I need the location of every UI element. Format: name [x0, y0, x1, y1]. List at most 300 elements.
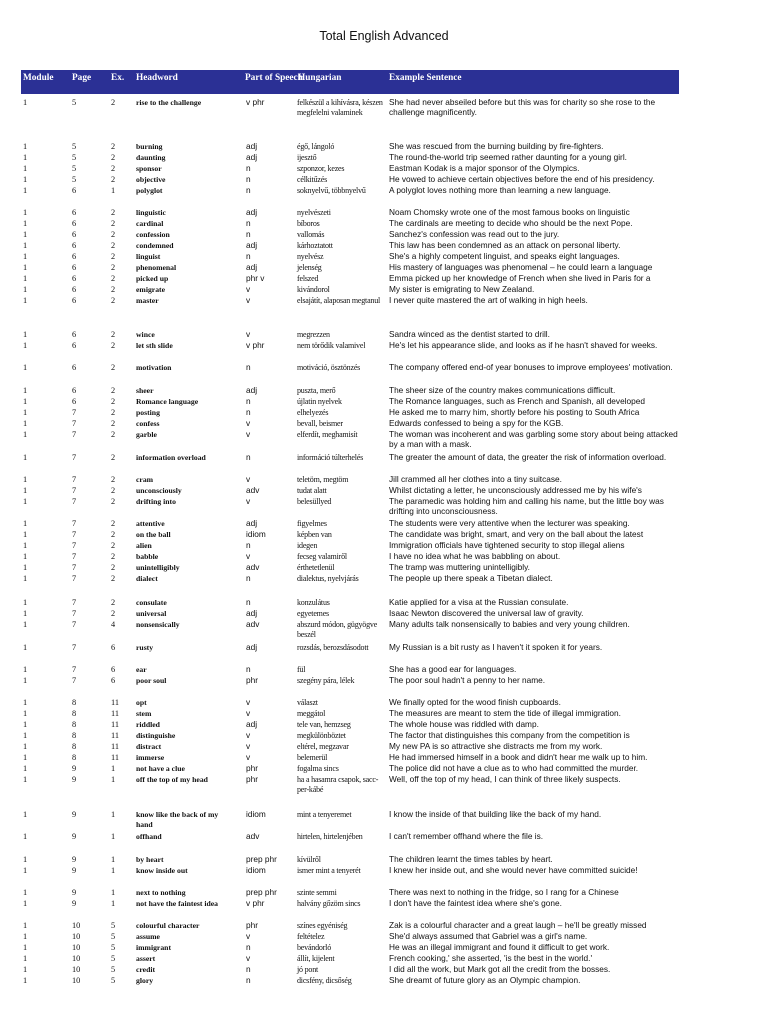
- cell-hungarian: nem törődik valamivel: [297, 341, 366, 350]
- cell-module: 1: [23, 252, 28, 261]
- cell-headword: picked up: [136, 274, 169, 283]
- cell-module: 1: [23, 296, 28, 305]
- cell-module: 1: [23, 899, 28, 908]
- cell-ex: 2: [111, 142, 116, 151]
- cell-headword: unintelligibly: [136, 563, 180, 572]
- cell-page: 9: [72, 832, 77, 841]
- cell-page: 7: [72, 620, 77, 629]
- cell-page: 6: [72, 208, 77, 217]
- cell-part-of-speech: n: [246, 975, 251, 985]
- cell-ex: 2: [111, 541, 116, 550]
- cell-page: 6: [72, 341, 77, 350]
- cell-headword: stem: [136, 709, 152, 718]
- cell-ex: 1: [111, 764, 116, 773]
- header-page: Page: [72, 73, 92, 83]
- cell-part-of-speech: adj: [246, 719, 258, 729]
- cell-hungarian: információ túlterhelés: [297, 453, 364, 462]
- cell-hungarian: fecseg valamiről: [297, 552, 347, 561]
- cell-module: 1: [23, 742, 28, 751]
- cell-page: 6: [72, 252, 77, 261]
- cell-ex: 2: [111, 419, 116, 428]
- cell-hungarian: ha a hasamra csapok, sacc-per-kábé: [297, 775, 379, 794]
- cell-module: 1: [23, 274, 28, 283]
- cell-hungarian: belesüllyed: [297, 497, 332, 506]
- cell-example-sentence: My new PA is so attractive she distracts me from my work.: [389, 741, 603, 751]
- cell-hungarian: meggátol: [297, 709, 326, 718]
- cell-page: 8: [72, 753, 77, 762]
- cell-module: 1: [23, 976, 28, 985]
- cell-headword: unconsciously: [136, 486, 182, 495]
- cell-module: 1: [23, 230, 28, 239]
- cell-module: 1: [23, 932, 28, 941]
- cell-hungarian: bíboros: [297, 219, 320, 228]
- cell-hungarian: bevall, beismer: [297, 419, 343, 428]
- cell-part-of-speech: phr v: [246, 273, 265, 283]
- cell-ex: 1: [111, 888, 116, 897]
- cell-headword: condemned: [136, 241, 174, 250]
- cell-headword: Romance language: [136, 397, 199, 406]
- cell-example-sentence: I don't have the faintest idea where she's gone.: [389, 898, 562, 908]
- cell-page: 6: [72, 363, 77, 372]
- cell-example-sentence: Sanchez's confession was read out to the jury.: [389, 229, 560, 239]
- header-headword: Headword: [136, 73, 178, 83]
- cell-example-sentence: Zak is a colourful character and a great laugh – he'll be greatly missed: [389, 920, 647, 930]
- cell-example-sentence: She dreamt of future glory as an Olympic champion.: [389, 975, 581, 985]
- cell-hungarian: rozsdás, berozsdásodott: [297, 643, 369, 652]
- cell-example-sentence: French cooking,' she asserted, 'is the best in the world.': [389, 953, 593, 963]
- cell-page: 6: [72, 397, 77, 406]
- cell-page: 5: [72, 142, 77, 151]
- cell-part-of-speech: adj: [246, 642, 258, 652]
- cell-page: 7: [72, 541, 77, 550]
- cell-module: 1: [23, 219, 28, 228]
- cell-module: 1: [23, 153, 28, 162]
- cell-ex: 5: [111, 976, 116, 985]
- cell-ex: 2: [111, 241, 116, 250]
- cell-page: 7: [72, 419, 77, 428]
- cell-ex: 1: [111, 832, 116, 841]
- cell-part-of-speech: n: [246, 964, 251, 974]
- cell-example-sentence: She's a highly competent linguist, and speaks eight languages.: [389, 251, 620, 261]
- cell-ex: 2: [111, 363, 116, 372]
- cell-page: 7: [72, 643, 77, 652]
- cell-page: 6: [72, 186, 77, 195]
- cell-headword: sheer: [136, 386, 154, 395]
- cell-example-sentence: He was an illegal immigrant and found it difficult to get work.: [389, 942, 610, 952]
- header-hungarian: Hungarian: [298, 73, 342, 83]
- cell-ex: 11: [111, 753, 119, 762]
- cell-page: 7: [72, 453, 77, 462]
- header-module: Module: [23, 73, 54, 83]
- cell-part-of-speech: n: [246, 174, 251, 184]
- cell-example-sentence: I did all the work, but Mark got all the credit from the bosses.: [389, 964, 611, 974]
- cell-part-of-speech: phr: [246, 675, 258, 685]
- cell-page: 7: [72, 408, 77, 417]
- cell-page: 9: [72, 775, 77, 784]
- cell-page: 6: [72, 296, 77, 305]
- cell-hungarian: szponzor, kezes: [297, 164, 345, 173]
- cell-headword: rusty: [136, 643, 154, 652]
- table-header: [21, 70, 679, 94]
- cell-ex: 2: [111, 486, 116, 495]
- cell-module: 1: [23, 530, 28, 539]
- cell-example-sentence: I never quite mastered the art of walking in high heels.: [389, 295, 588, 305]
- cell-example-sentence: Eastman Kodak is a major sponsor of the Olympics.: [389, 163, 580, 173]
- cell-part-of-speech: n: [246, 229, 251, 239]
- cell-ex: 6: [111, 665, 116, 674]
- cell-ex: 2: [111, 330, 116, 339]
- cell-headword: drifting into: [136, 497, 176, 506]
- cell-headword: universal: [136, 609, 167, 618]
- cell-hungarian: eltérel, megzavar: [297, 742, 349, 751]
- cell-module: 1: [23, 665, 28, 674]
- cell-ex: 2: [111, 153, 116, 162]
- cell-example-sentence: Whilst dictating a letter, he unconsciously addressed me by his wife's: [389, 485, 642, 495]
- cell-page: 7: [72, 665, 77, 674]
- cell-module: 1: [23, 574, 28, 583]
- cell-part-of-speech: adv: [246, 831, 260, 841]
- cell-part-of-speech: n: [246, 218, 251, 228]
- cell-hungarian: nyelvész: [297, 252, 324, 261]
- cell-part-of-speech: n: [246, 163, 251, 173]
- cell-example-sentence: I know the inside of that building like the back of my hand.: [389, 809, 602, 819]
- cell-ex: 2: [111, 230, 116, 239]
- cell-page: 7: [72, 475, 77, 484]
- cell-module: 1: [23, 175, 28, 184]
- cell-headword: immigrant: [136, 943, 172, 952]
- cell-hungarian: halvány gőzöm sincs: [297, 899, 361, 908]
- cell-part-of-speech: v phr: [246, 340, 265, 350]
- cell-module: 1: [23, 888, 28, 897]
- cell-part-of-speech: adj: [246, 262, 258, 272]
- cell-hungarian: puszta, merő: [297, 386, 336, 395]
- cell-module: 1: [23, 363, 28, 372]
- cell-part-of-speech: v: [246, 752, 251, 762]
- cell-example-sentence: Emma picked up her knowledge of French when she lived in Paris for a: [389, 273, 651, 283]
- cell-example-sentence: She was rescued from the burning building by fire-fighters.: [389, 141, 604, 151]
- cell-hungarian: soknyelvű, többnyelvű: [297, 186, 366, 195]
- cell-example-sentence: This law has been condemned as an attack on personal liberty.: [389, 240, 621, 250]
- cell-ex: 2: [111, 519, 116, 528]
- cell-example-sentence: He vowed to achieve certain objectives before the end of his presidency.: [389, 174, 655, 184]
- cell-module: 1: [23, 541, 28, 550]
- cell-page: 5: [72, 98, 77, 107]
- cell-headword: cardinal: [136, 219, 164, 228]
- cell-page: 10: [72, 954, 81, 963]
- cell-module: 1: [23, 142, 28, 151]
- cell-hungarian: szegény pára, lélek: [297, 676, 355, 685]
- cell-example-sentence: He asked me to marry him, shortly before his posting to South Africa: [389, 407, 640, 417]
- cell-hungarian: kárhoztatott: [297, 241, 333, 250]
- page-title: Total English Advanced: [319, 29, 449, 43]
- cell-ex: 2: [111, 609, 116, 618]
- cell-part-of-speech: n: [246, 251, 251, 261]
- cell-hungarian: motiváció, ösztönzés: [297, 363, 361, 372]
- cell-hungarian: figyelmes: [297, 519, 327, 528]
- cell-hungarian: tele van, hemzseg: [297, 720, 351, 729]
- cell-headword: colourful character: [136, 921, 200, 930]
- cell-example-sentence: A polyglot loves nothing more than learning a new language.: [389, 185, 611, 195]
- cell-part-of-speech: phr: [246, 763, 258, 773]
- cell-headword: phenomenal: [136, 263, 177, 272]
- cell-example-sentence: She had never abseiled before but this was for charity so she rose to the challenge magnificently.: [389, 97, 656, 117]
- cell-hungarian: konzulátus: [297, 598, 330, 607]
- cell-page: 8: [72, 698, 77, 707]
- cell-part-of-speech: v: [246, 708, 251, 718]
- cell-example-sentence: The greater the amount of data, the greater the risk of information overload.: [389, 452, 667, 462]
- cell-headword: confession: [136, 230, 170, 239]
- cell-hungarian: megkülönböztet: [297, 731, 346, 740]
- cell-example-sentence: Edwards confessed to being a spy for the KGB.: [389, 418, 564, 428]
- cell-ex: 1: [111, 899, 116, 908]
- cell-ex: 2: [111, 98, 116, 107]
- cell-page: 6: [72, 263, 77, 272]
- cell-page: 10: [72, 932, 81, 941]
- cell-ex: 11: [111, 720, 119, 729]
- cell-headword: offhand: [136, 832, 162, 841]
- cell-example-sentence: The Romance languages, such as French and Spanish, all developed: [389, 396, 645, 406]
- cell-headword: let sth slide: [136, 341, 173, 350]
- cell-page: 7: [72, 676, 77, 685]
- cell-headword: rise to the challenge: [136, 98, 202, 107]
- cell-module: 1: [23, 709, 28, 718]
- cell-part-of-speech: v: [246, 496, 251, 506]
- cell-hungarian: jó pont: [297, 965, 319, 974]
- cell-page: 6: [72, 386, 77, 395]
- cell-example-sentence: The measures are meant to stem the tide of illegal immigration.: [389, 708, 621, 718]
- cell-ex: 1: [111, 186, 116, 195]
- cell-hungarian: feltételez: [297, 932, 325, 941]
- cell-ex: 2: [111, 219, 116, 228]
- cell-module: 1: [23, 698, 28, 707]
- cell-part-of-speech: adj: [246, 207, 258, 217]
- cell-ex: 2: [111, 563, 116, 572]
- cell-ex: 1: [111, 866, 116, 875]
- cell-headword: not have the faintest idea: [136, 899, 218, 908]
- cell-example-sentence: We finally opted for the wood finish cupboards.: [389, 697, 561, 707]
- cell-module: 1: [23, 408, 28, 417]
- cell-ex: 2: [111, 208, 116, 217]
- cell-part-of-speech: adj: [246, 141, 258, 151]
- cell-ex: 2: [111, 497, 116, 506]
- cell-page: 9: [72, 855, 77, 864]
- cell-module: 1: [23, 486, 28, 495]
- cell-hungarian: állít, kijelent: [297, 954, 335, 963]
- cell-hungarian: egyetemes: [297, 609, 329, 618]
- cell-part-of-speech: adv: [246, 619, 260, 629]
- cell-module: 1: [23, 855, 28, 864]
- cell-headword: dialect: [136, 574, 158, 583]
- cell-hungarian: nyelvészeti: [297, 208, 331, 217]
- cell-headword: know like the back of my hand: [136, 810, 219, 829]
- cell-headword: garble: [136, 430, 157, 439]
- cell-part-of-speech: idiom: [246, 809, 266, 819]
- cell-headword: off the top of my head: [136, 775, 208, 784]
- cell-part-of-speech: adj: [246, 240, 258, 250]
- cell-headword: credit: [136, 965, 156, 974]
- cell-ex: 11: [111, 709, 119, 718]
- cell-page: 6: [72, 274, 77, 283]
- cell-hungarian: bevándorló: [297, 943, 331, 952]
- cell-example-sentence: The children learnt the times tables by heart.: [389, 854, 553, 864]
- cell-ex: 11: [111, 742, 119, 751]
- cell-page: 6: [72, 285, 77, 294]
- cell-headword: daunting: [136, 153, 166, 162]
- cell-module: 1: [23, 430, 28, 439]
- cell-hungarian: belemerül: [297, 753, 328, 762]
- cell-hungarian: választ: [297, 698, 318, 707]
- cell-hungarian: színes egyéniség: [297, 921, 348, 930]
- cell-page: 6: [72, 330, 77, 339]
- cell-hungarian: érthetetlenül: [297, 563, 335, 572]
- cell-hungarian: felszed: [297, 274, 319, 283]
- cell-part-of-speech: v: [246, 295, 251, 305]
- cell-headword: alien: [136, 541, 152, 550]
- cell-example-sentence: The sheer size of the country makes communications difficult.: [389, 385, 616, 395]
- cell-part-of-speech: v: [246, 551, 251, 561]
- cell-example-sentence: My Russian is a bit rusty as I haven't it spoken it for years.: [389, 642, 603, 652]
- cell-module: 1: [23, 943, 28, 952]
- cell-ex: 5: [111, 932, 116, 941]
- cell-part-of-speech: v: [246, 741, 251, 751]
- cell-hungarian: ismer mint a tenyerét: [297, 866, 361, 875]
- cell-ex: 2: [111, 252, 116, 261]
- cell-module: 1: [23, 386, 28, 395]
- cell-module: 1: [23, 731, 28, 740]
- cell-headword: by heart: [136, 855, 164, 864]
- cell-hungarian: elsajátít, alaposan megtanul: [297, 296, 381, 305]
- cell-page: 10: [72, 943, 81, 952]
- cell-ex: 2: [111, 397, 116, 406]
- cell-module: 1: [23, 98, 28, 107]
- cell-hungarian: kívülről: [297, 855, 321, 864]
- cell-example-sentence: I have no idea what he was babbling on about.: [389, 551, 561, 561]
- cell-part-of-speech: adj: [246, 608, 258, 618]
- cell-example-sentence: Noam Chomsky wrote one of the most famous books on linguistic: [389, 207, 630, 217]
- cell-module: 1: [23, 164, 28, 173]
- cell-page: 5: [72, 153, 77, 162]
- cell-page: 9: [72, 899, 77, 908]
- cell-ex: 1: [111, 855, 116, 864]
- cell-page: 8: [72, 720, 77, 729]
- cell-page: 7: [72, 563, 77, 572]
- cell-ex: 2: [111, 341, 116, 350]
- cell-part-of-speech: n: [246, 597, 251, 607]
- cell-ex: 2: [111, 574, 116, 583]
- cell-part-of-speech: v: [246, 697, 251, 707]
- cell-example-sentence: Jill crammed all her clothes into a tiny suitcase.: [389, 474, 562, 484]
- cell-example-sentence: Isaac Newton discovered the universal law of gravity.: [389, 608, 584, 618]
- cell-example-sentence: The students were very attentive when the lecturer was speaking.: [389, 518, 630, 528]
- cell-part-of-speech: n: [246, 540, 251, 550]
- cell-ex: 2: [111, 475, 116, 484]
- cell-ex: 5: [111, 921, 116, 930]
- cell-module: 1: [23, 341, 28, 350]
- cell-part-of-speech: n: [246, 396, 251, 406]
- cell-hungarian: kivándorol: [297, 285, 330, 294]
- cell-ex: 1: [111, 775, 116, 784]
- cell-example-sentence: The people up there speak a Tibetan dialect.: [389, 573, 553, 583]
- cell-ex: 2: [111, 408, 116, 417]
- cell-page: 7: [72, 552, 77, 561]
- header-example-sentence: Example Sentence: [389, 73, 462, 83]
- cell-ex: 2: [111, 164, 116, 173]
- cell-part-of-speech: n: [246, 407, 251, 417]
- cell-example-sentence: His mastery of languages was phenomenal – he could learn a language: [389, 262, 653, 272]
- cell-module: 1: [23, 330, 28, 339]
- cell-part-of-speech: v: [246, 329, 251, 339]
- cell-module: 1: [23, 753, 28, 762]
- cell-module: 1: [23, 609, 28, 618]
- cell-page: 8: [72, 742, 77, 751]
- cell-headword: poor soul: [136, 676, 167, 685]
- cell-headword: linguistic: [136, 208, 166, 217]
- cell-headword: attentive: [136, 519, 165, 528]
- cell-example-sentence: There was next to nothing in the fridge, so I rang for a Chinese: [389, 887, 619, 897]
- cell-example-sentence: I can't remember offhand where the file is.: [389, 831, 544, 841]
- cell-headword: consulate: [136, 598, 167, 607]
- cell-headword: linguist: [136, 252, 161, 261]
- cell-example-sentence: He's let his appearance slide, and looks as if he hasn't shaved for weeks.: [389, 340, 658, 350]
- cell-example-sentence: The whole house was riddled with damp.: [389, 719, 539, 729]
- cell-ex: 5: [111, 943, 116, 952]
- cell-headword: cram: [136, 475, 154, 484]
- cell-example-sentence: The candidate was bright, smart, and very on the ball about the latest: [389, 529, 644, 539]
- cell-example-sentence: The woman was incoherent and was garbling some story about being attacked by a man with a mask.: [389, 429, 678, 449]
- cell-example-sentence: Immigration officials have tightened security to stop illegal aliens: [389, 540, 625, 550]
- header-ex: Ex.: [111, 73, 125, 83]
- cell-module: 1: [23, 263, 28, 272]
- cell-headword: distract: [136, 742, 162, 751]
- cell-hungarian: vallomás: [297, 230, 325, 239]
- cell-hungarian: célkitűzés: [297, 175, 327, 184]
- cell-part-of-speech: adv: [246, 485, 260, 495]
- cell-part-of-speech: v: [246, 953, 251, 963]
- cell-headword: ear: [136, 665, 147, 674]
- cell-module: 1: [23, 954, 28, 963]
- cell-headword: sponsor: [136, 164, 162, 173]
- cell-module: 1: [23, 241, 28, 250]
- cell-headword: on the ball: [136, 530, 171, 539]
- cell-example-sentence: The tramp was muttering unintelligibly.: [389, 562, 530, 572]
- cell-module: 1: [23, 676, 28, 685]
- cell-ex: 2: [111, 263, 116, 272]
- cell-page: 10: [72, 976, 81, 985]
- cell-module: 1: [23, 921, 28, 930]
- cell-hungarian: tudat alatt: [297, 486, 327, 495]
- cell-ex: 11: [111, 731, 119, 740]
- cell-module: 1: [23, 519, 28, 528]
- cell-headword: confess: [136, 419, 160, 428]
- cell-module: 1: [23, 552, 28, 561]
- cell-hungarian: felkészül a kihívásra, készen megfelelni valaminek: [297, 98, 383, 117]
- cell-ex: 2: [111, 386, 116, 395]
- cell-example-sentence: The factor that distinguishes this company from the competition is: [389, 730, 630, 740]
- cell-ex: 2: [111, 274, 116, 283]
- cell-page: 7: [72, 598, 77, 607]
- cell-page: 9: [72, 866, 77, 875]
- cell-module: 1: [23, 475, 28, 484]
- cell-ex: 2: [111, 453, 116, 462]
- cell-page: 6: [72, 230, 77, 239]
- cell-page: 7: [72, 430, 77, 439]
- cell-page: 10: [72, 921, 81, 930]
- cell-headword: glory: [136, 976, 154, 985]
- cell-example-sentence: My sister is emigrating to New Zealand.: [389, 284, 535, 294]
- cell-headword: riddled: [136, 720, 160, 729]
- cell-module: 1: [23, 419, 28, 428]
- cell-hungarian: égő, lángoló: [297, 142, 335, 151]
